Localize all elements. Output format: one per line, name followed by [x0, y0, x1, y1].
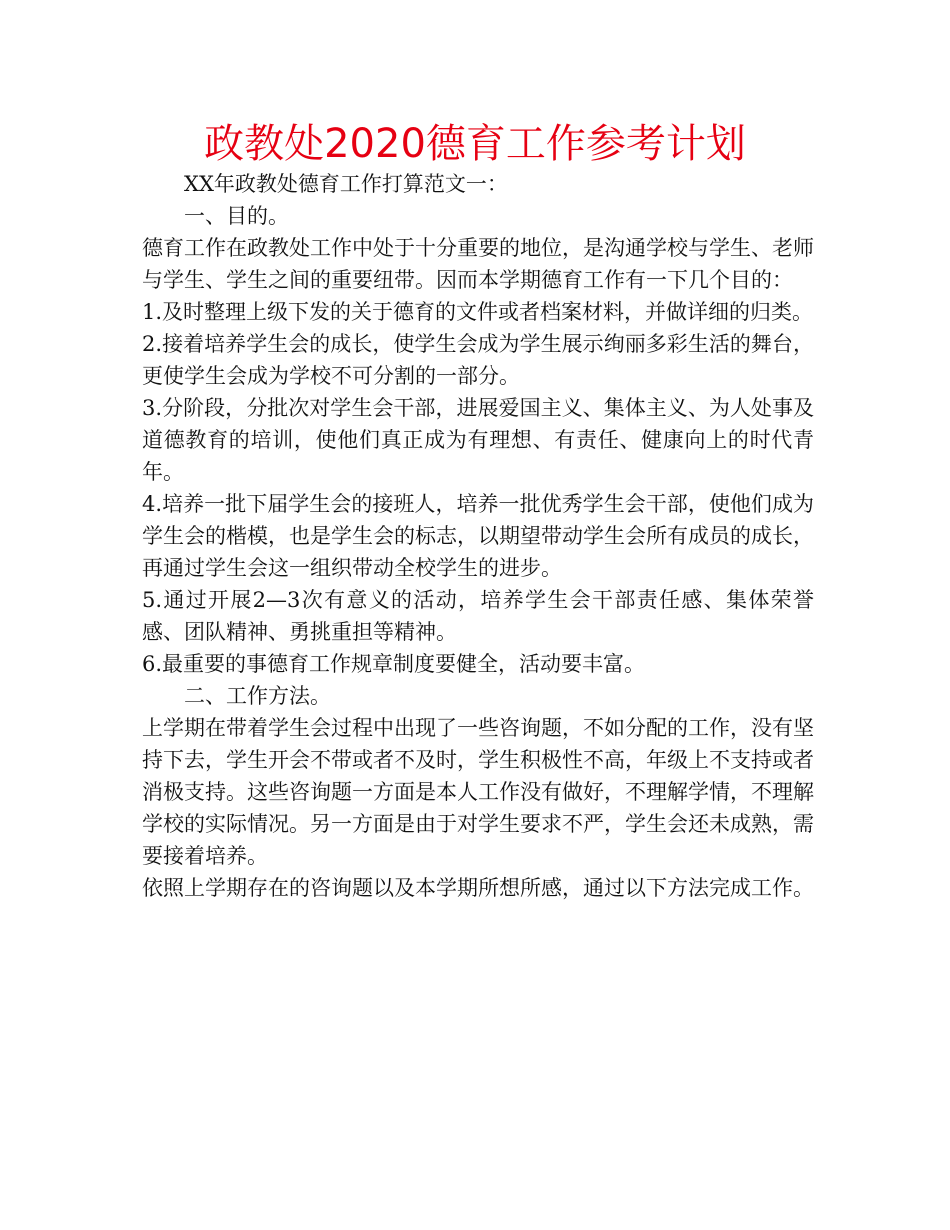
list-item-purpose-1: 1.及时整理上级下发的关于德育的文件或者档案材料，并做详细的归类。: [142, 300, 814, 324]
section-heading-methods: 二、工作方法。: [184, 684, 331, 708]
list-item-purpose-4: 4.培养一批下届学生会的接班人，培养一批优秀学生会干部，使他们成为学生会的楷模，也是学生会的标志，以期望带动学生会所有成员的成长，再通过学生会这一组织带动全校学生的进步。: [142, 492, 814, 580]
section-heading-purpose: 一、目的。: [184, 204, 289, 228]
paragraph-methods-plan: 依照上学期存在的咨询题以及本学期所想所感，通过以下方法完成工作。: [142, 876, 814, 900]
document-title: 政教处2020德育工作参考计划: [204, 121, 746, 167]
list-item-purpose-2: 2.接着培养学生会的成长，使学生会成为学生展示绚丽多彩生活的舞台，更使学生会成为学校不可分割的一部分。: [142, 332, 814, 388]
paragraph-purpose-overview: 德育工作在政教处工作中处于十分重要的地位，是沟通学校与学生、老师与学生、学生之间的重要纽带。因而本学期德育工作有一下几个目的：: [142, 236, 814, 292]
paragraph-methods-problems: 上学期在带着学生会过程中出现了一些咨询题，不如分配的工作，没有坚持下去，学生开会不带或者不及时，学生积极性不高，年级上不支持或者消极支持。这些咨询题一方面是本人工作没有做好，不理解学情，不理解学校的实际情况。另一方面是由于对学生要求不严，学生会还未成熟，需要接着培养。: [142, 716, 814, 868]
list-item-purpose-5: 5.通过开展2—3次有意义的活动，培养学生会干部责任感、集体荣誉感、团队精神、勇挑重担等精神。: [142, 588, 814, 644]
document-body: [142, 168, 814, 904]
list-item-purpose-6: 6.最重要的事德育工作规章制度要健全，活动要丰富。: [142, 652, 646, 676]
list-item-purpose-3: 3.分阶段，分批次对学生会干部，进展爱国主义、集体主义、为人处事及道德教育的培训，使他们真正成为有理想、有责任、健康向上的时代青年。: [142, 396, 814, 484]
paragraph-intro: XX年政教处德育工作打算范文一：: [184, 172, 508, 196]
